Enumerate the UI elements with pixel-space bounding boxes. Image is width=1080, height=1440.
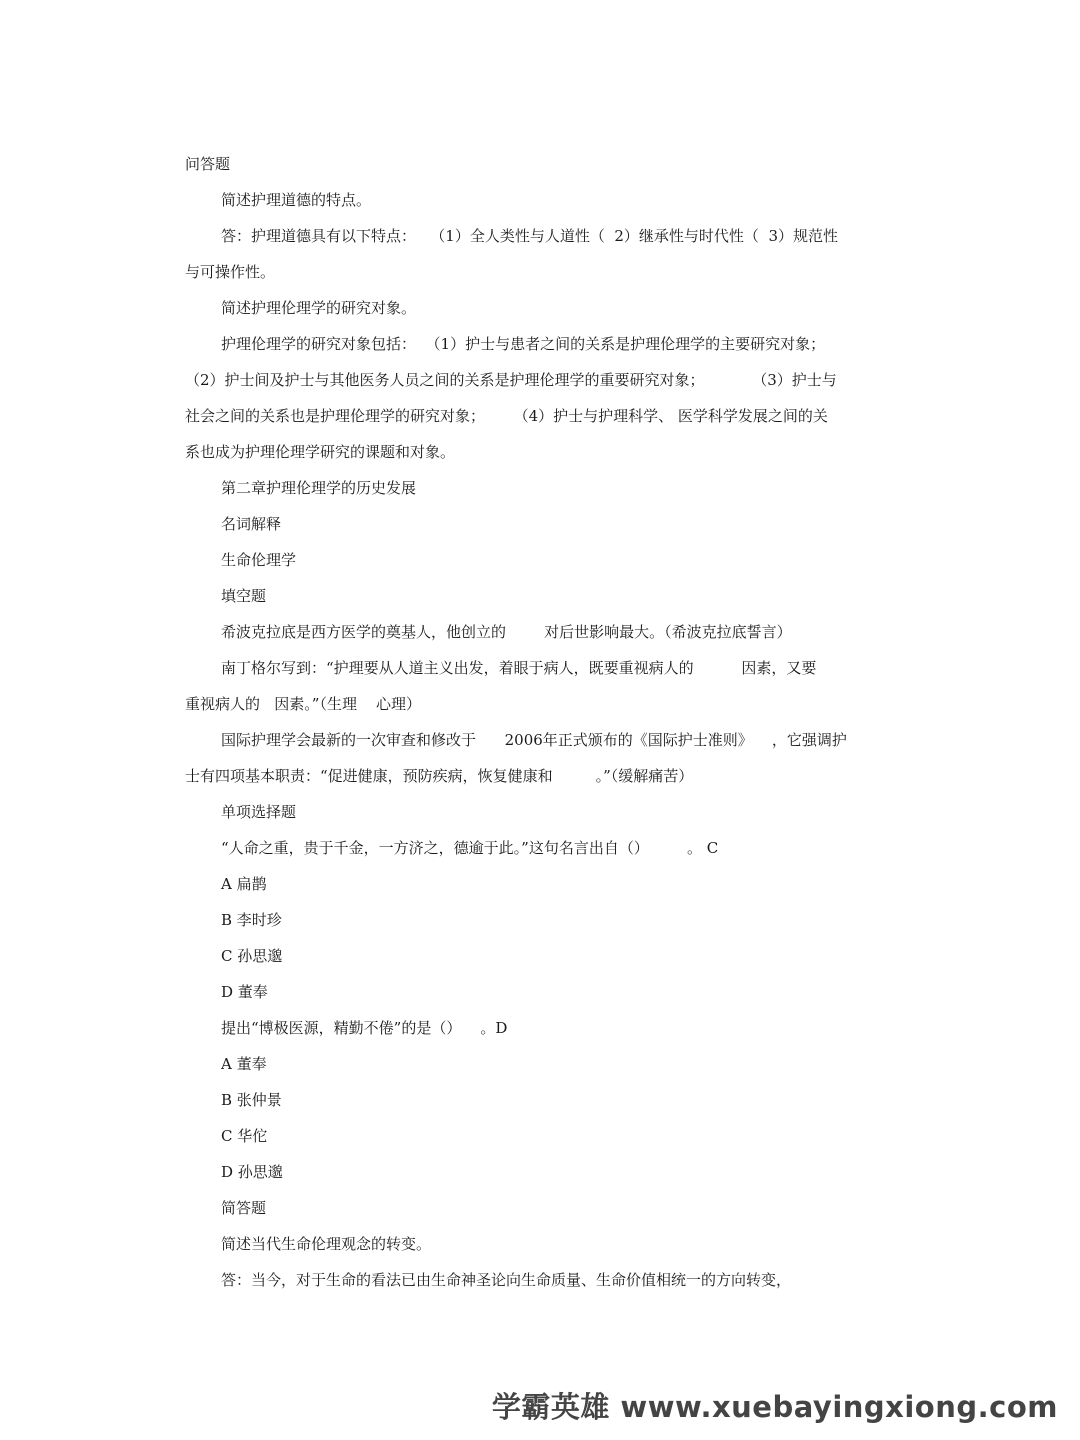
site-watermark: 学霸英雄 www.xuebayingxiong.com <box>491 1390 1058 1424</box>
choice-option: D 孙思邈 <box>221 1163 283 1181</box>
choice-option: C 孙思邈 <box>221 947 283 965</box>
answer-text-continued: 与可操作性。 <box>185 263 276 281</box>
section-heading: 简答题 <box>221 1199 267 1217</box>
question-text: 简述护理伦理学的研究对象。 <box>221 299 417 317</box>
answer-text: 答：护理道德具有以下特点： （1）全人类性与人道性（ 2）继承性与时代性（ 3）规范性 <box>221 227 839 245</box>
question-text: 简述当代生命伦理观念的转变。 <box>221 1235 432 1253</box>
answer-text-continued: 系也成为护理伦理学研究的课题和对象。 <box>185 443 456 461</box>
choice-question: “人命之重，贵于千金，一方济之，德逾于此。”这句名言出自（） 。 C <box>221 839 719 857</box>
fill-blank-question: 国际护理学会最新的一次审查和修改于 2006年正式颁布的《国际护士准则》 ，它强调护 <box>221 731 847 749</box>
fill-blank-question: 南丁格尔写到：“护理要从人道主义出发，着眼于病人，既要重视病人的 因素，又要 <box>221 659 817 677</box>
choice-option: B 李时珍 <box>221 911 282 929</box>
section-heading: 单项选择题 <box>221 803 297 821</box>
fill-blank-question: 希波克拉底是西方医学的奠基人，他创立的 对后世影响最大。（希波克拉底誓言） <box>221 623 792 641</box>
section-heading: 填空题 <box>221 587 267 605</box>
term-text: 生命伦理学 <box>221 551 297 569</box>
section-heading: 名词解释 <box>221 515 282 533</box>
question-text: 简述护理道德的特点。 <box>221 191 372 209</box>
answer-text: 答：当今，对于生命的看法已由生命神圣论向生命质量、生命价值相统一的方向转变， <box>221 1271 792 1289</box>
fill-blank-question-continued: 士有四项基本职责：“促进健康，预防疾病，恢复健康和 。”（缓解痛苦） <box>185 767 694 785</box>
choice-option: A 扁鹊 <box>221 875 267 893</box>
answer-text: 护理伦理学的研究对象包括： （1）护士与患者之间的关系是护理伦理学的主要研究对象； <box>221 335 826 353</box>
chapter-title: 第二章护理伦理学的历史发展 <box>221 479 417 497</box>
choice-option: A 董奉 <box>221 1055 267 1073</box>
answer-text-continued: 社会之间的关系也是护理伦理学的研究对象； （4）护士与护理科学、 医学科学发展之间的关 <box>185 407 828 425</box>
section-heading: 问答题 <box>185 155 231 173</box>
answer-text-continued: （2）护士间及护士与其他医务人员之间的关系是护理伦理学的重要研究对象； （3）护士与 <box>185 371 837 389</box>
choice-question: 提出“博极医源，精勤不倦”的是（） 。D <box>221 1019 508 1037</box>
choice-option: C 华佗 <box>221 1127 268 1145</box>
choice-option: B 张仲景 <box>221 1091 282 1109</box>
fill-blank-question-continued: 重视病人的 因素。”（生理 心理） <box>185 695 422 713</box>
choice-option: D 董奉 <box>221 983 268 1001</box>
